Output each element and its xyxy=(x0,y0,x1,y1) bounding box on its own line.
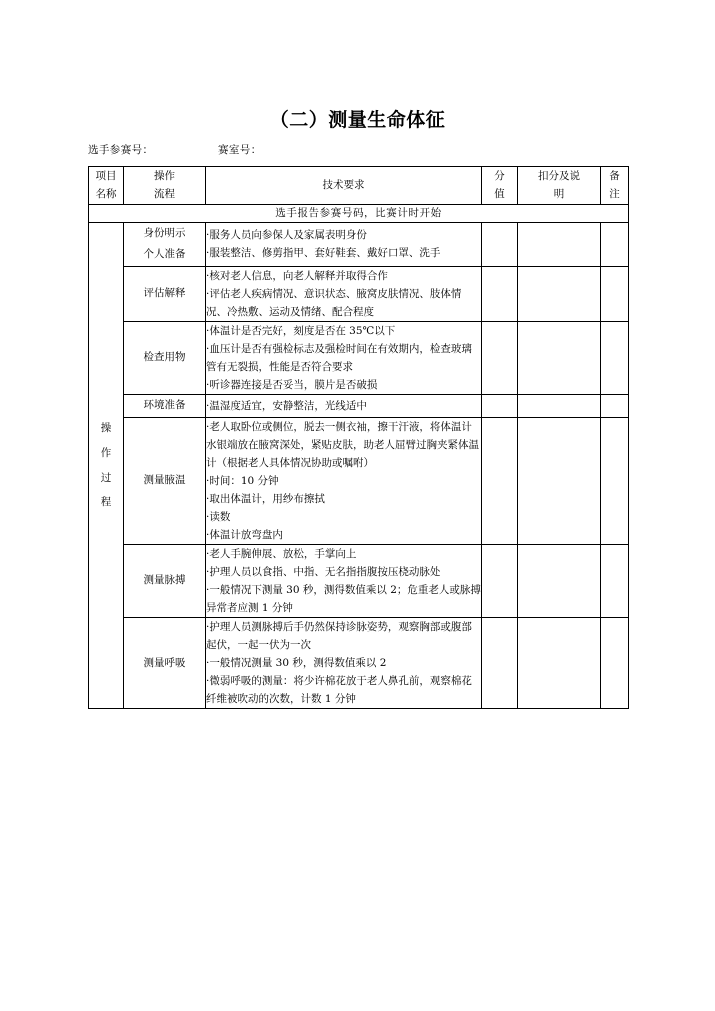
contestant-number-label: 选手参赛号： xyxy=(88,144,154,156)
flow-cell xyxy=(124,222,206,266)
flow-cell xyxy=(124,321,206,394)
meta-line xyxy=(88,142,628,157)
score-cell[interactable] xyxy=(482,417,518,544)
table-row xyxy=(89,395,629,418)
requirement-item: ·护理人员以食指、中指、无名指指腹按压桡动脉处 xyxy=(206,566,441,578)
header-score-line1: 分 xyxy=(494,170,505,182)
section-label-operation-process xyxy=(89,222,124,709)
header-deduction-note-line1: 扣分及说 xyxy=(538,170,580,182)
score-cell[interactable] xyxy=(482,266,518,321)
remark-cell[interactable] xyxy=(601,395,629,418)
score-cell[interactable] xyxy=(482,321,518,394)
score-cell[interactable] xyxy=(482,395,518,418)
table-row xyxy=(89,544,629,617)
requirements-cell xyxy=(206,395,482,418)
deduction-cell[interactable] xyxy=(518,266,601,321)
flow-line: 个人准备 xyxy=(143,248,186,261)
header-deduction-note-line2: 明 xyxy=(553,188,565,201)
score-cell[interactable] xyxy=(482,222,518,266)
flow-line: 检查用物 xyxy=(143,351,186,364)
evaluation-table xyxy=(88,166,629,709)
section-label-char-1: 操 xyxy=(100,422,112,435)
requirement-item: ·核对老人信息，向老人解释并取得合作 xyxy=(206,269,388,282)
section-label-char-3: 过 xyxy=(100,471,112,484)
section-label-char-4: 程 xyxy=(100,496,112,509)
page-title: （二）测量生命体征 xyxy=(269,109,446,131)
header-score-line2: 值 xyxy=(494,188,505,201)
requirement-item: ·体温计是否完好，刻度是否在 35℃以下 xyxy=(206,324,396,337)
header-score xyxy=(482,167,518,205)
requirement-item: ·一般情况测量 30 秒，测得数值乘以 2 xyxy=(206,657,387,670)
requirement-item: ·读数 xyxy=(206,510,231,523)
score-cell[interactable] xyxy=(482,544,518,617)
remark-cell[interactable] xyxy=(601,417,629,544)
flow-line: 环境准备 xyxy=(143,399,186,412)
header-deduction-note xyxy=(518,167,601,205)
header-technical-requirements: 技术要求 xyxy=(206,167,482,205)
table-row xyxy=(89,417,629,544)
requirements-cell xyxy=(206,544,482,617)
header-remarks-line2: 注 xyxy=(609,188,620,201)
table-banner-row xyxy=(89,204,629,222)
requirements-cell xyxy=(206,417,482,544)
header-operation-flow-line1: 操作 xyxy=(154,170,175,182)
deduction-cell[interactable] xyxy=(518,321,601,394)
remark-cell[interactable] xyxy=(601,544,629,617)
requirement-item: ·老人取卧位或侧位，脱去一侧衣袖，擦干汗液，将体温计水银端放在腋窝深处，紧贴皮肤，助老人屈臂过胸夹紧体温计（根据老人具体情况协助或嘱咐） xyxy=(206,420,479,469)
table-row xyxy=(89,321,629,394)
requirement-item: ·护理人员测脉搏后手仍然保持诊脉姿势，观察胸部或腹部起伏，一起一伏为一次 xyxy=(206,621,472,652)
deduction-cell[interactable] xyxy=(518,417,601,544)
header-remarks-line1: 备 xyxy=(609,170,620,182)
deduction-cell[interactable] xyxy=(518,395,601,418)
flow-cell xyxy=(124,544,206,617)
header-operation-flow-line2: 流程 xyxy=(154,188,175,201)
requirements-cell xyxy=(206,321,482,394)
requirement-item: ·时间：10 分钟 xyxy=(206,474,279,487)
flow-line: 身份明示 xyxy=(143,226,186,239)
requirement-item: ·老人手腕伸展、放松，手掌向上 xyxy=(206,547,357,560)
requirement-item: ·取出体温计，用纱布擦拭 xyxy=(206,492,325,505)
remark-cell[interactable] xyxy=(601,222,629,266)
requirement-item: ·温湿度适宜，安静整洁，光线适中 xyxy=(206,399,367,412)
remark-cell[interactable] xyxy=(601,266,629,321)
room-number-label: 赛室号： xyxy=(218,144,262,156)
flow-cell xyxy=(124,266,206,321)
flow-line: 评估解释 xyxy=(143,287,186,300)
deduction-cell[interactable] xyxy=(518,222,601,266)
remark-cell[interactable] xyxy=(601,618,629,709)
flow-cell xyxy=(124,417,206,544)
header-item-name-line1: 项目 xyxy=(95,170,117,182)
requirement-item: ·服装整洁、修剪指甲、套好鞋套、戴好口罩、洗手 xyxy=(206,247,441,260)
deduction-cell[interactable] xyxy=(518,618,601,709)
table-header-row xyxy=(89,167,629,205)
flow-cell xyxy=(124,395,206,418)
remark-cell[interactable] xyxy=(601,321,629,394)
table-row xyxy=(89,222,629,266)
requirement-item: ·服务人员向参保人及家属表明身份 xyxy=(206,229,367,242)
flow-line: 测量呼吸 xyxy=(143,656,186,669)
requirements-cell xyxy=(206,266,482,321)
banner-cell: 选手报告参赛号码，比赛计时开始 xyxy=(89,204,629,222)
section-label-char-2: 作 xyxy=(100,446,112,459)
requirements-cell xyxy=(206,222,482,266)
requirement-item: ·体温计放弯盘内 xyxy=(206,528,283,541)
header-operation-flow xyxy=(124,167,206,205)
header-remarks xyxy=(601,167,629,205)
requirement-item: ·一般情况下测量 30 秒，测得数值乘以 2；危重老人或脉搏异常者应测 1 分钟 xyxy=(206,584,481,615)
flow-cell xyxy=(124,618,206,709)
header-item-name-line2: 名称 xyxy=(95,188,117,201)
score-cell[interactable] xyxy=(482,618,518,709)
table-row xyxy=(89,266,629,321)
requirement-item: ·听诊器连接是否妥当，膜片是否破损 xyxy=(206,379,378,392)
requirement-item: ·微弱呼吸的测量：将少许棉花放于老人鼻孔前，观察棉花纤维被吹动的次数，计数 1 分钟 xyxy=(206,675,472,706)
flow-line: 测量腋温 xyxy=(143,474,186,487)
requirements-cell xyxy=(206,618,482,709)
flow-line: 测量脉搏 xyxy=(143,574,186,587)
deduction-cell[interactable] xyxy=(518,544,601,617)
requirement-item: ·评估老人疾病情况、意识状态、腋窝皮肤情况、肢体情况、冷热敷、运动及情绪、配合程度 xyxy=(206,287,462,318)
header-item-name xyxy=(89,167,124,205)
table-row xyxy=(89,618,629,709)
requirement-item: ·血压计是否有强检标志及强检时间在有效期内，检查玻璃管有无裂损，性能是否符合要求 xyxy=(206,342,472,374)
